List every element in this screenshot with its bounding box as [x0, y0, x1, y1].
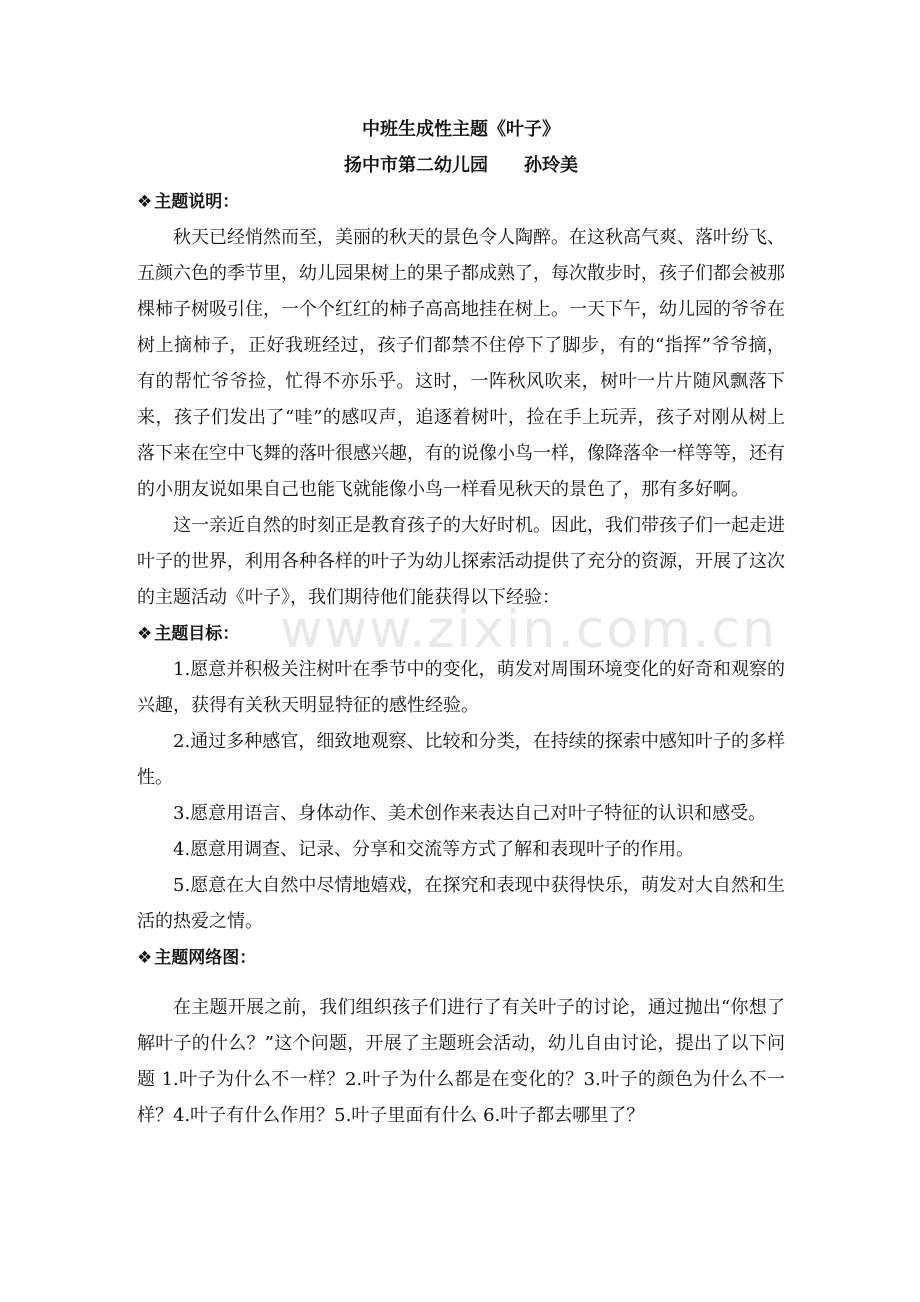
paragraph: 这一亲近自然的时刻正是教育孩子的大好时机。因此，我们带孩子们一起走进叶子的世界，利用各种各样的叶子为幼儿探索活动提供了充分的资源，开展了这次的主题活动《叶子》，我们期待他们能获得以下经验： [137, 515, 785, 608]
goal-item: 3.愿意用语言、身体动作、美术创作来表达自己对叶子特征的认识和感受。 [173, 803, 767, 824]
document-subtitle: 扬中市第二幼儿园 孙玲美 [344, 155, 578, 176]
section-heading [137, 940, 785, 976]
goal-item: 2.通过多种感官，细致地观察、比较和分类，在持续的探索中感知叶子的多样性。 [137, 731, 785, 788]
goal-item: 5.愿意在大自然中尽情地嬉戏，在探究和表现中获得快乐，萌发对大自然和生活的热爱之情。 [137, 875, 785, 932]
section-theme-description [137, 184, 785, 616]
paragraph: 在主题开展之前，我们组织孩子们进行了有关叶子的讨论，通过抛出“你想了解叶子的什么？”这个问题，开展了主题班会活动，幼儿自由讨论，提出了以下问题 1.叶子为什么不一样？2.叶子为什么都是在变化的？3.叶子的颜色为什么不一样？4.叶子有什么作用？5.叶子里面有什么 6.叶子都去哪里了？ [137, 997, 785, 1126]
document-page [137, 112, 785, 1134]
spacer [137, 976, 785, 990]
paragraph: 秋天已经悄然而至，美丽的秋天的景色令人陶醉。在这秋高气爽、落叶纷飞、五颜六色的季节里，幼儿园果树上的果子都成熟了，每次散步时，孩子们都会被那棵柿子树吸引住，一个个红红的柿子高高地挂在树上。一天下午，幼儿园的爷爷在树上摘柿子，正好我班经过，孩子们都禁不住停下了脚步，有的“指挥”爷爷摘，有的帮忙爷爷捡，忙得不亦乐乎。这时，一阵秋风吹来，树叶一片片随风飘落下来，孩子们发出了“哇”的感叹声，追逐着树叶，捡在手上玩弄，孩子对刚从树上落下来在空中飞舞的落叶很感兴趣，有的说像小鸟一样，像降落伞一样等等，还有的小朋友说如果自己也能飞就能像小鸟一样看见秋天的景色了，那有多好啊。 [137, 227, 785, 500]
diamond-bullet-icon: ❖ [137, 192, 153, 212]
section-heading-label: 主题说明： [154, 192, 240, 212]
section-heading [137, 616, 785, 652]
watermark: www.zixin.com.cn [280, 600, 777, 660]
section-theme-network [137, 940, 785, 1134]
goal-item: 1.愿意并积极关注树叶在季节中的变化，萌发对周围环境变化的好奇和观察的兴趣，获得有关秋天明显特征的感性经验。 [137, 659, 785, 716]
diamond-bullet-icon: ❖ [137, 948, 153, 968]
diamond-bullet-icon: ❖ [137, 624, 153, 644]
section-heading-label: 主题目标： [154, 624, 240, 644]
section-heading-label: 主题网络图： [154, 948, 257, 968]
section-heading [137, 184, 785, 220]
document-title: 中班生成性主题《叶子》 [362, 119, 560, 140]
goal-item: 4.愿意用调查、记录、分享和交流等方式了解和表现叶子的作用。 [173, 839, 695, 860]
section-theme-goals [137, 616, 785, 940]
